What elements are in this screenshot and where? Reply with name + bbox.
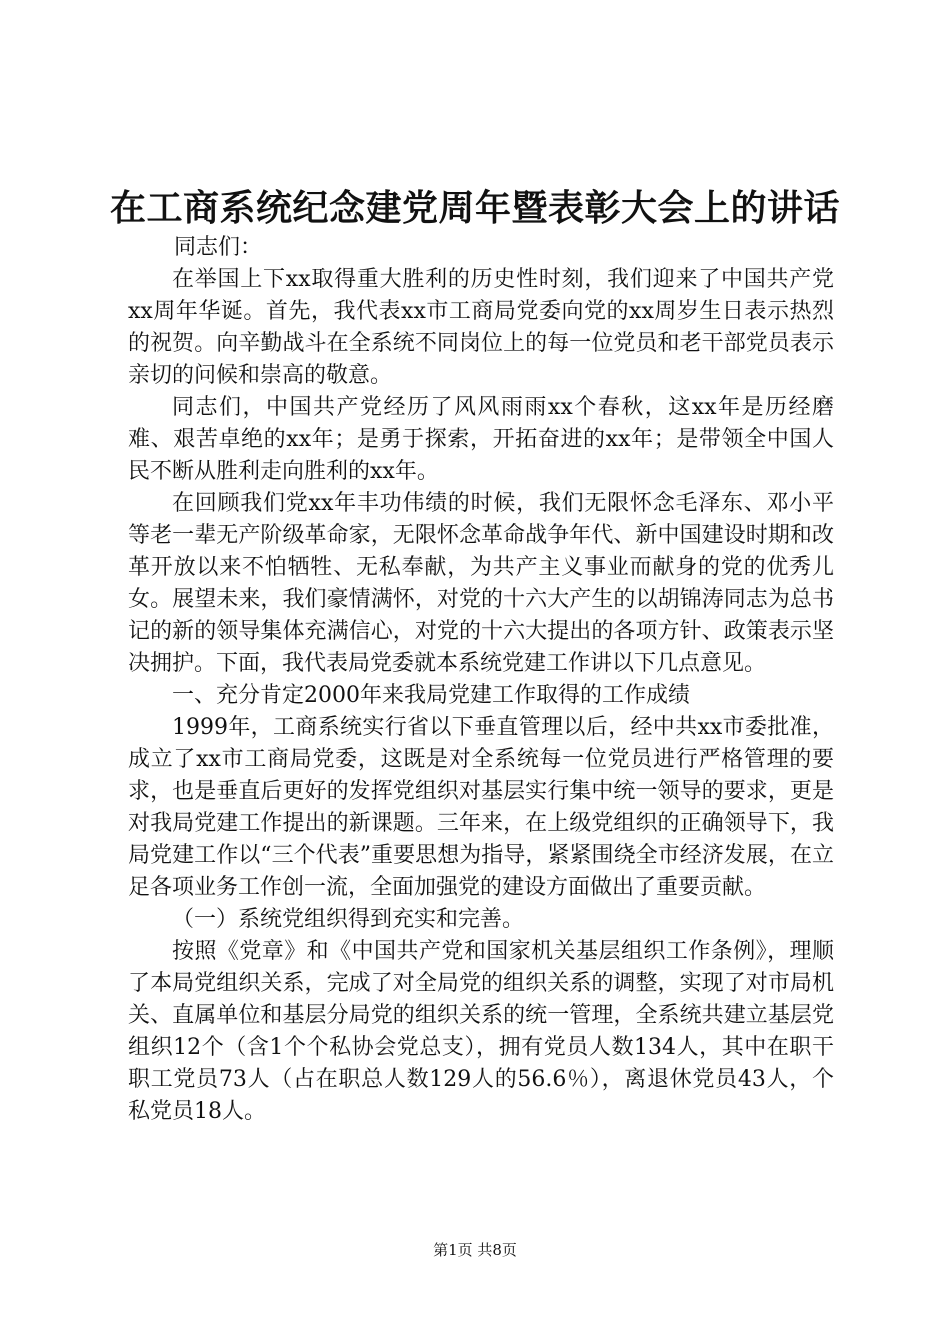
paragraph-achievements: 1999年，工商系统实行省以下垂直管理以后，经中共xx市委批准，成立了xx市工商局党委，这既是对全系统每一位党员进行严格管理的要求，也是垂直后更好的发挥党组织对基层实行集中统一领导的要求，更是对我局党建工作提出的新课题。三年来，在上级党组织的正确领导下，我局党建工作以“三个代表”重要思想为指导，紧紧围绕全市经济发展，在立足各项业务工作创一流，全面加强党的建设方面做出了重要贡献。 bbox=[128, 715, 834, 900]
paragraph-organization: 按照《党章》和《中国共产党和国家机关基层组织工作条例》，理顺了本局党组织关系，完成了对全局党的组织关系的调整，实现了对市局机关、直属单位和基层分局党的组织关系的统一管理，全系统共建立基层党组织12个（含1个个私协会党总支），拥有党员人数134人，其中在职干职工党员73人（占在职总人数129人的56.6％），离退休党员43人，个私党员18人。 bbox=[128, 939, 834, 1124]
paragraph-review: 在回顾我们党xx年丰功伟绩的时候，我们无限怀念毛泽东、邓小平等老一辈无产阶级革命家，无限怀念革命战争年代、新中国建设时期和改革开放以来不怕牺牲、无私奉献，为共产主义事业而献身的党的优秀儿女。展望未来，我们豪情满怀，对党的十六大产生的以胡锦涛同志为总书记的新的领导集体充满信心，对党的十六大提出的各项方针、政策表示坚决拥护。下面，我代表局党委就本系统党建工作讲以下几点意见。 bbox=[128, 491, 834, 676]
subsection-heading-1: （一）系统党组织得到充实和完善。 bbox=[172, 907, 525, 932]
page-number: 第1页 共8页 bbox=[433, 1241, 517, 1259]
salutation: 同志们： bbox=[174, 235, 263, 260]
section-heading-1: 一、充分肯定2000年来我局党建工作取得的工作成绩 bbox=[172, 683, 690, 708]
paragraph-opening: 在举国上下xx取得重大胜利的历史性时刻，我们迎来了中国共产党xx周年华诞。首先，我代表xx市工商局党委向党的xx周岁生日表示热烈的祝贺。向辛勤战斗在全系统不同岗位上的每一位党员和老干部党员表示亲切的问候和崇高的敬意。 bbox=[128, 267, 834, 388]
document-body bbox=[128, 232, 834, 1128]
document-title: 在工商系统纪念建党周年暨表彰大会上的讲话 bbox=[109, 187, 840, 229]
paragraph-history: 同志们，中国共产党经历了风风雨雨xx个春秋，这xx年是历经磨难、艰苦卓绝的xx年；是勇于探索，开拓奋进的xx年；是带领全中国人民不断从胜利走向胜利的xx年。 bbox=[128, 395, 834, 484]
